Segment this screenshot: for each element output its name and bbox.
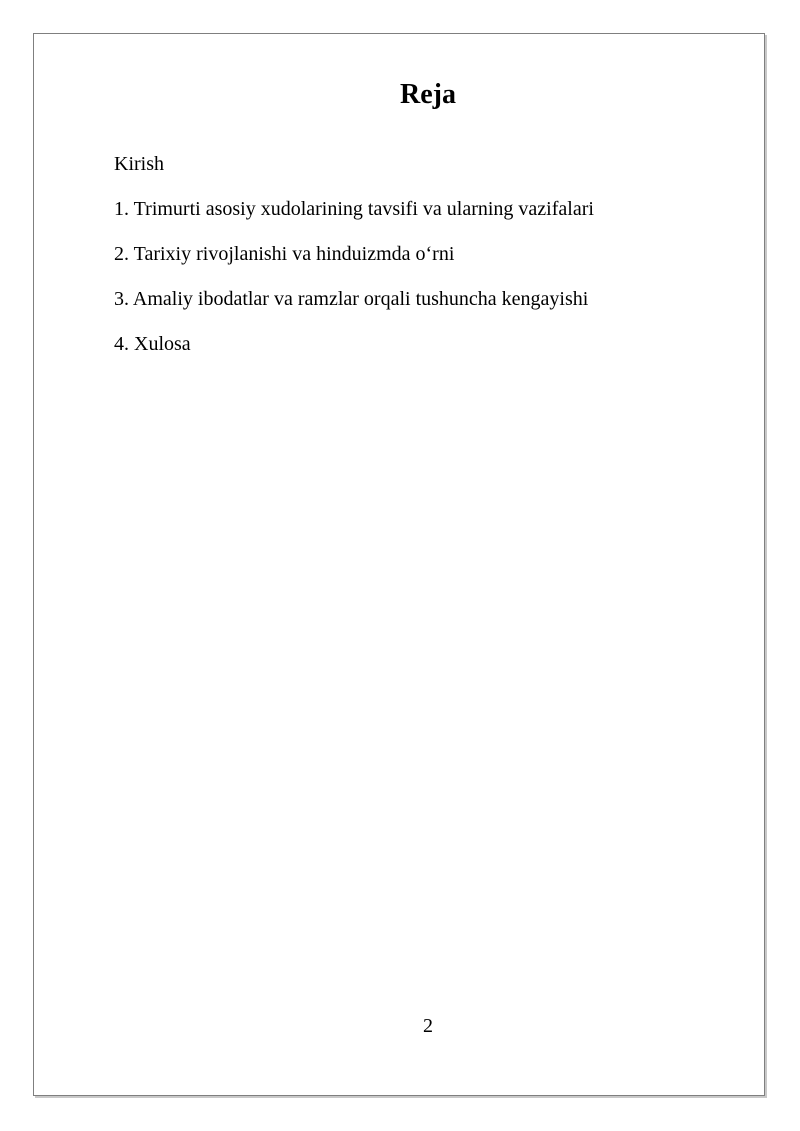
toc-item-3: 3. Amaliy ibodatlar va ramzlar orqali tushuncha kengayishi [114, 288, 589, 310]
toc-item-2: 2. Tarixiy rivojlanishi va hinduizmda o‘rni [114, 243, 455, 265]
toc-item-1: 1. Trimurti asosiy xudolarining tavsifi va ularning vazifalari [114, 198, 594, 220]
table-of-contents [114, 152, 594, 377]
page-number: 2 [423, 1015, 433, 1037]
page-title: Reja [400, 79, 456, 110]
toc-item-introduction: Kirish [114, 153, 164, 175]
toc-item-4: 4. Xulosa [114, 333, 191, 355]
